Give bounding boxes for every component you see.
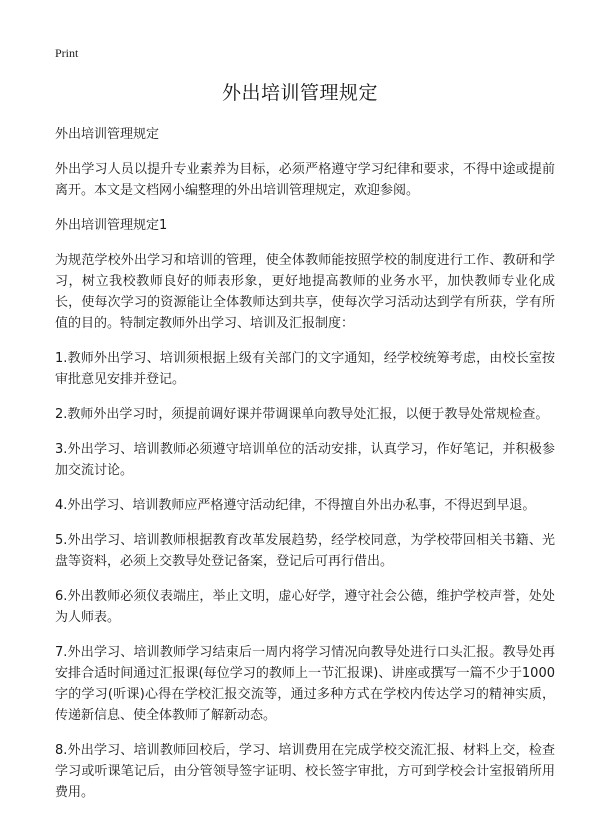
rule-item-8: 8.外出学习、培训教师回校后，学习、培训费用在完成学校交流汇报、材料上交，检查学习或听课笔记后，由分管领导签字证明、校长签字审批，方可到学校会计室报销所用费用。 (55, 743, 555, 800)
rule-item-4: 4.外出学习、培训教师应严格遵守活动纪律，不得擅自外出办私事，不得迟到早退。 (55, 498, 536, 513)
rule-item-2: 2.教师外出学习时，须提前调好课并带调课单向教导处汇报，以便于教导处常规检查。 (55, 407, 549, 422)
rule-item-1: 1.教师外出学习、培训须根据上级有关部门的文字通知，经学校统筹考虑，由校长室按审批意见安排并登记。 (55, 351, 555, 387)
section-heading: 外出培训管理规定1 (55, 218, 168, 233)
rule-item-3: 3.外出学习、培训教师必须遵守培训单位的活动安排，认真学习，作好笔记，并积极参加交流讨论。 (55, 442, 555, 478)
print-label: Print (55, 46, 79, 60)
intro-paragraph: 外出学习人员以提升专业素养为目标，必须严格遵守学习纪律和要求，不得中途或提前离开。本文是文档网小编整理的外出培训管理规定，欢迎参阅。 (55, 162, 555, 198)
document-body (55, 124, 555, 817)
document-title: 外出培训管理规定 (221, 82, 378, 104)
rule-item-6: 6.外出教师必须仪表端庄，举止文明，虚心好学，遵守社会公德，维护学校声誉，处处为人师表。 (55, 589, 555, 625)
purpose-paragraph: 为规范学校外出学习和培训的管理，使全体教师能按照学校的制度进行工作、教研和学习，树立我校教师良好的师表形象，更好地提高教师的业务水平，加快教师专业化成长，使每次学习的资源能让全体教师达到共享，使每次学习活动达到学有所获，学有所值的目的。特制定教师外出学习、培训及汇报制度： (55, 253, 555, 331)
subtitle-paragraph: 外出培训管理规定 (55, 127, 160, 142)
rule-item-7: 7.外出学习、培训教师学习结束后一周内将学习情况向教导处进行口头汇报。教导处再安排合适时间通过汇报课(每位学习的教师上一节汇报课)、讲座或撰写一篇不少于1000字的学习(听课)心得在学校汇报交流等，通过多种方式在学校内传达学习的精神实质，传递新信息、使全体教师了解新动态。 (55, 645, 555, 723)
rule-item-5: 5.外出学习、培训教师根据教育改革发展趋势，经学校同意，为学校带回相关书籍、光盘等资料，必须上交教导处登记备案，登记后可再行借出。 (55, 533, 555, 569)
